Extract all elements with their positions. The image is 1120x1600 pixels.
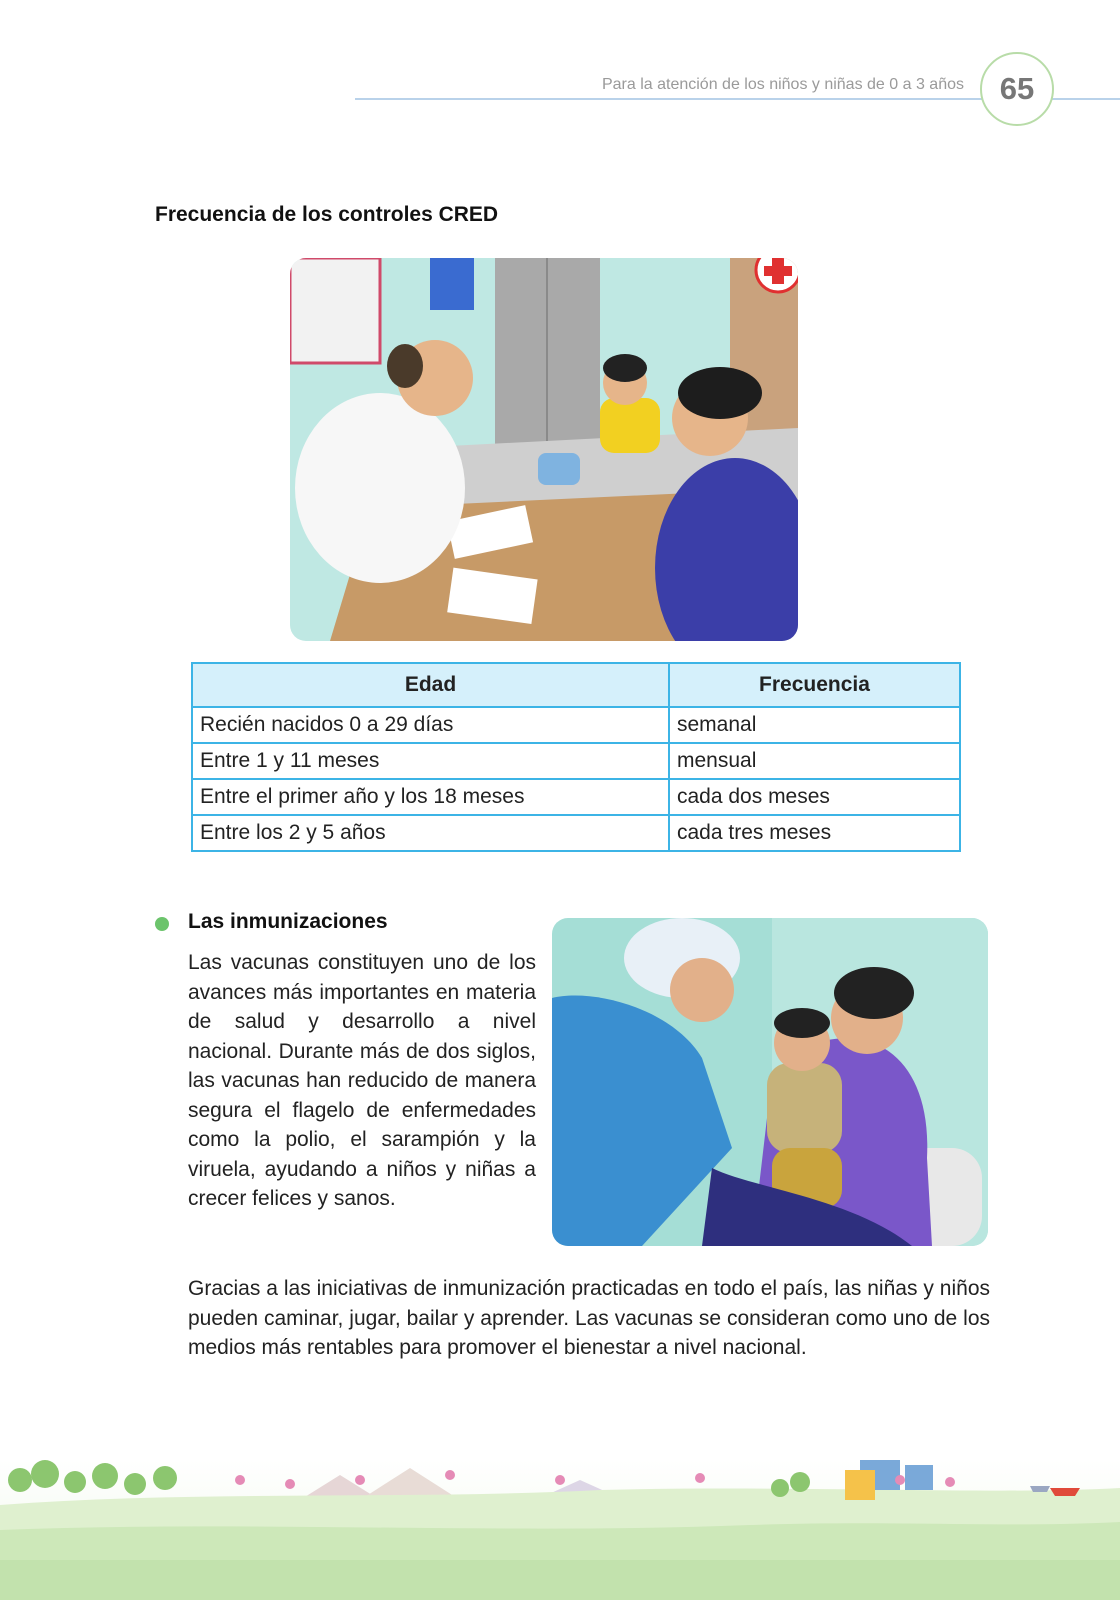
section-title: Frecuencia de los controles CRED: [155, 203, 499, 226]
subsection-title: Las inmunizaciones: [188, 910, 388, 933]
table-row: [192, 815, 960, 851]
cred-frequency-table: [191, 662, 961, 852]
landscape-footer-illustration: [0, 1460, 1120, 1600]
table-header-row: [192, 663, 960, 707]
running-header: Para la atención de los niños y niñas de 0 a 3 años: [601, 76, 964, 93]
column-header-edad: Edad: [192, 663, 669, 707]
bullet-icon: [155, 917, 169, 931]
consultation-illustration: [290, 258, 798, 641]
table-row: [192, 743, 960, 779]
cell-age: Entre el primer año y los 18 meses: [192, 779, 669, 815]
vaccination-illustration: [552, 918, 988, 1246]
cell-frequency: cada dos meses: [669, 779, 960, 815]
cell-age: Entre 1 y 11 meses: [192, 743, 669, 779]
immunization-paragraph-1: Las vacunas constituyen uno de los avances más importantes en materia de salud y desarrollo a nivel nacional. Durante más de dos siglos, las vacunas han reducido de manera segura el flagelo de enfermedades como la polio, el sarampión y la viruela, ayudando a niños y niñas a crecer felices y sanos.: [188, 951, 536, 1210]
cell-frequency: cada tres meses: [669, 815, 960, 851]
table-row: [192, 779, 960, 815]
table-row: [192, 707, 960, 743]
immunization-paragraph-2: Gracias a las iniciativas de inmunización practicadas en todo el país, las niñas y niños pueden caminar, jugar, bailar y aprender. Las vacunas se consideran como uno de los medios más rentables para promover el bienestar a nivel nacional.: [188, 1277, 990, 1359]
cell-age: Entre los 2 y 5 años: [192, 815, 669, 851]
cell-frequency: mensual: [669, 743, 960, 779]
page-number: 65: [980, 52, 1054, 126]
column-header-frecuencia: Frecuencia: [669, 663, 960, 707]
cell-age: Recién nacidos 0 a 29 días: [192, 707, 669, 743]
cell-frequency: semanal: [669, 707, 960, 743]
